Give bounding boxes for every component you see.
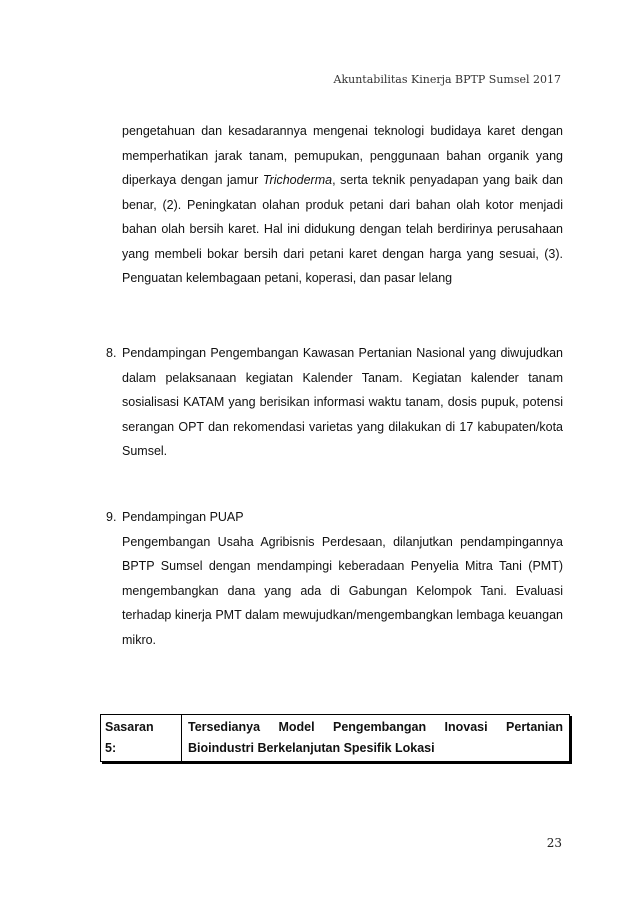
sasaran-label: [101, 715, 182, 761]
text-line: sosialisasi KATAM yang berisikan informasi waktu tanam, dosis pupuk, potensi: [122, 395, 563, 409]
sasaran-label-line: 5:: [105, 741, 117, 755]
text-line: terhadap kinerja PMT dalam mewujudkan/mengembangkan lembaga keuangan: [122, 608, 563, 622]
text-line: Pengembangan Usaha Agribisnis Perdesaan, dilanjutkan pendampingannya: [122, 534, 563, 549]
text-segment: , serta teknik penyadapan yang baik dan: [332, 173, 563, 187]
text-line: Sumsel.: [122, 444, 168, 458]
text-line: benar, (2). Peningkatan olahan produk petani dari bahan olah kotor menjadi: [122, 197, 563, 212]
text-line: memperhatikan jarak tanam, pemupukan, penggunaan bahan organik yang: [122, 148, 563, 163]
text-line: mikro.: [122, 632, 157, 647]
list-number-9: 9.: [106, 510, 117, 524]
text-line: pengetahuan dan kesadarannya mengenai teknologi budidaya karet dengan: [122, 124, 563, 138]
list-item-9: [122, 505, 563, 652]
text-line: dalam pelaksanaan kegiatan Kalender Tanam. Kegiatan kalender tanam: [122, 370, 563, 385]
italic-term: Trichoderma: [262, 173, 333, 187]
sasaran-text: [182, 715, 569, 761]
sasaran-label-line: Sasaran: [105, 720, 154, 734]
list-number-8: 8.: [106, 346, 117, 360]
continuation-paragraph: [122, 119, 563, 291]
text-segment: diperkaya dengan jamur: [122, 173, 259, 187]
list-item-8: [122, 341, 563, 464]
sasaran-text-line: Tersedianya Model Pengembangan Inovasi Pertanian: [188, 720, 563, 734]
text-line: serangan OPT dan rekomendasi varietas yang dilakukan di 17 kabupaten/kota: [122, 419, 563, 434]
text-line: bahan olah bersih karet. Hal ini didukung dengan telah berdirinya perusahaan: [122, 222, 563, 236]
text-line: [122, 168, 563, 193]
text-line: BPTP Sumsel dengan mendampingi keberadaan Penyelia Mitra Tani (PMT): [122, 559, 563, 573]
text-line: Pendampingan Pengembangan Kawasan Pertanian Nasional yang diwujudkan: [122, 346, 563, 360]
page-header: Akuntabilitas Kinerja BPTP Sumsel 2017: [333, 73, 561, 86]
sasaran-box: [100, 714, 570, 762]
text-line: Penguatan kelembagaan petani, koperasi, dan pasar lelang: [122, 271, 453, 285]
sasaran-text-line: Bioindustri Berkelanjutan Spesifik Lokasi: [188, 741, 435, 755]
page-number: 23: [546, 836, 562, 850]
text-line: yang membeli bokar bersih dari petani karet dengan harga yang sesuai, (3).: [122, 246, 563, 261]
item-title: Pendampingan PUAP: [122, 510, 244, 524]
text-line: mengembangkan dana yang ada di Gabungan Kelompok Tani. Evaluasi: [122, 583, 563, 598]
